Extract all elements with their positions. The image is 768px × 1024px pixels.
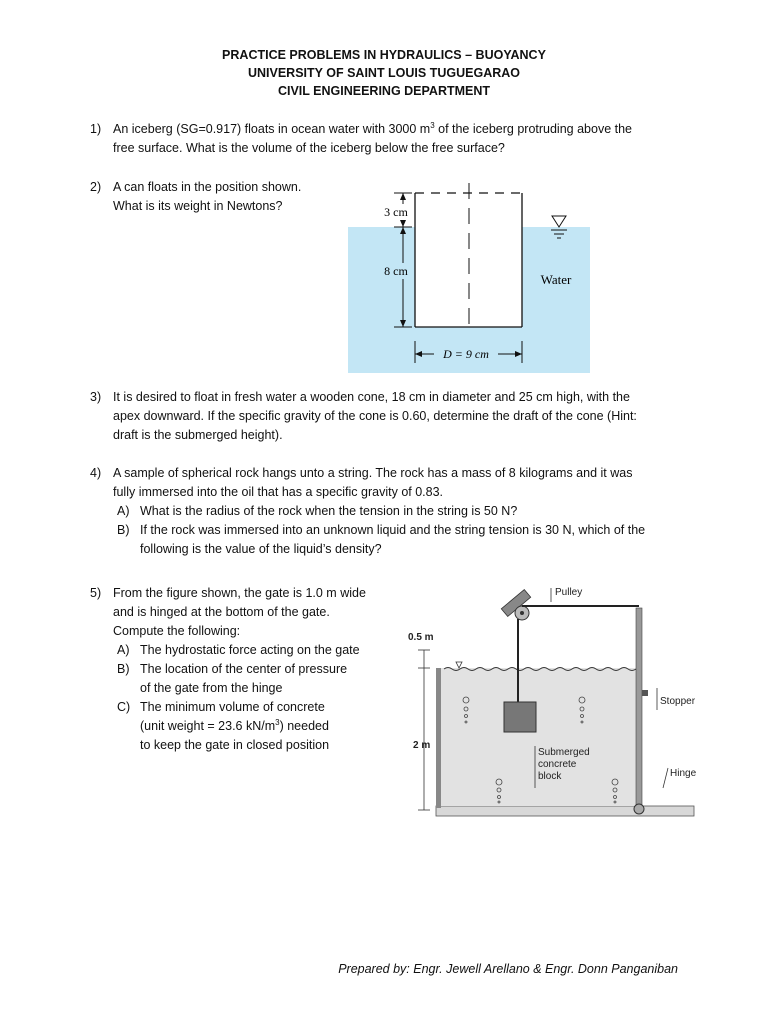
problem-5c-line-3: to keep the gate in closed position [140, 738, 330, 752]
can-top-dimension: 3 cm [384, 205, 408, 219]
problem-5-line-1: From the figure shown, the gate is 1.0 m wide [113, 586, 366, 600]
problem-5c-line-1: The minimum volume of concrete [140, 700, 325, 714]
header-line-1: PRACTICE PROBLEMS IN HYDRAULICS – BUOYANCY [222, 48, 546, 62]
can-diameter-label: D = 9 cm [443, 347, 489, 361]
block-label-line-1: Submerged [538, 747, 590, 758]
problem-1-line-2: free surface. What is the volume of the iceberg below the free surface? [113, 141, 505, 155]
concrete-block [504, 702, 536, 732]
problem-2-line-2: What is its weight in Newtons? [113, 199, 283, 213]
problem-5-number: 5) [90, 586, 102, 600]
problem-5c-line-2 [140, 717, 329, 736]
block-label-line-3: block [538, 771, 562, 782]
problem-4-line-1: A sample of spherical rock hangs unto a string. The rock has a mass of 8 kilograms and it was [113, 466, 633, 480]
header-line-2: UNIVERSITY OF SAINT LOUIS TUGUEGARAO [247, 66, 520, 80]
problem-5a-label: A) [117, 643, 130, 657]
free-surface-icon [552, 216, 566, 227]
problem-1-text-a: An iceberg (SG=0.917) floats in ocean water with 3000 m [113, 122, 431, 136]
problem-3-line-1: It is desired to float in fresh water a wooden cone, 18 cm in diameter and 25 cm high, with the [113, 390, 630, 404]
problem-3-line-3: draft is the submerged height). [113, 428, 283, 442]
problem-1-number: 1) [90, 122, 102, 136]
problem-5c-text-b: ) needed [279, 719, 329, 733]
problem-2-number: 2) [90, 180, 102, 194]
problem-4-line-2: fully immersed into the oil that has a specific gravity of 0.83. [113, 485, 444, 499]
footer-credit: Prepared by: Engr. Jewell Arellano & Engr. Donn Panganiban [338, 962, 678, 976]
gate-figure [400, 578, 730, 830]
can-submerged-dimension: 8 cm [384, 264, 408, 278]
problem-1-text-b: of the iceberg protruding above the [434, 122, 632, 136]
pulley-label: Pulley [555, 587, 583, 598]
water-label: Water [540, 272, 572, 287]
problem-4b-line-2: following is the value of the liquid’s density? [140, 542, 382, 556]
stopper-label: Stopper [660, 696, 696, 707]
problem-5c-text-a: (unit weight = 23.6 kN/m [140, 719, 276, 733]
water-level-icon [456, 662, 462, 668]
problem-5-line-2: and is hinged at the bottom of the gate. [113, 605, 330, 619]
problem-5b-line-2: of the gate from the hinge [140, 681, 283, 695]
problem-4a-label: A) [117, 504, 130, 518]
problem-2-line-1: A can floats in the position shown. [113, 180, 302, 194]
problem-5a-text: The hydrostatic force acting on the gate [140, 643, 360, 657]
tank-water [440, 668, 636, 806]
problem-5c-superscript: 3 [275, 717, 280, 727]
problem-5-line-3: Compute the following: [113, 624, 241, 638]
problem-4b-label: B) [117, 523, 130, 537]
block-label-line-2: concrete [538, 759, 577, 770]
problem-3-number: 3) [90, 390, 102, 404]
tank-floor [436, 806, 694, 816]
problem-4b-line-1: If the rock was immersed into an unknown liquid and the string tension is 30 N, which of the [140, 523, 646, 537]
problem-4a-text: What is the radius of the rock when the tension in the string is 50 N? [140, 504, 518, 518]
hinge-label: Hinge [670, 768, 697, 779]
gate-depth-dimension: 2 m [413, 740, 431, 751]
problem-5c-label: C) [117, 700, 131, 714]
problem-5b-label: B) [117, 662, 130, 676]
hinge-icon [634, 804, 644, 814]
problem-1-superscript: 3 [430, 120, 435, 130]
problem-4-number: 4) [90, 466, 102, 480]
gate-top-dimension: 0.5 m [408, 632, 434, 643]
can-figure [348, 183, 590, 373]
stopper-icon [642, 690, 648, 696]
problem-3-line-2: apex downward. If the specific gravity of the cone is 0.60, determine the draft of the cone (Hint: [113, 409, 637, 423]
problem-5b-line-1: The location of the center of pressure [140, 662, 348, 676]
tank-left-wall [436, 668, 441, 808]
gate-wall [636, 608, 642, 808]
problem-1-line-1 [113, 120, 632, 139]
header-line-3: CIVIL ENGINEERING DEPARTMENT [277, 84, 491, 98]
